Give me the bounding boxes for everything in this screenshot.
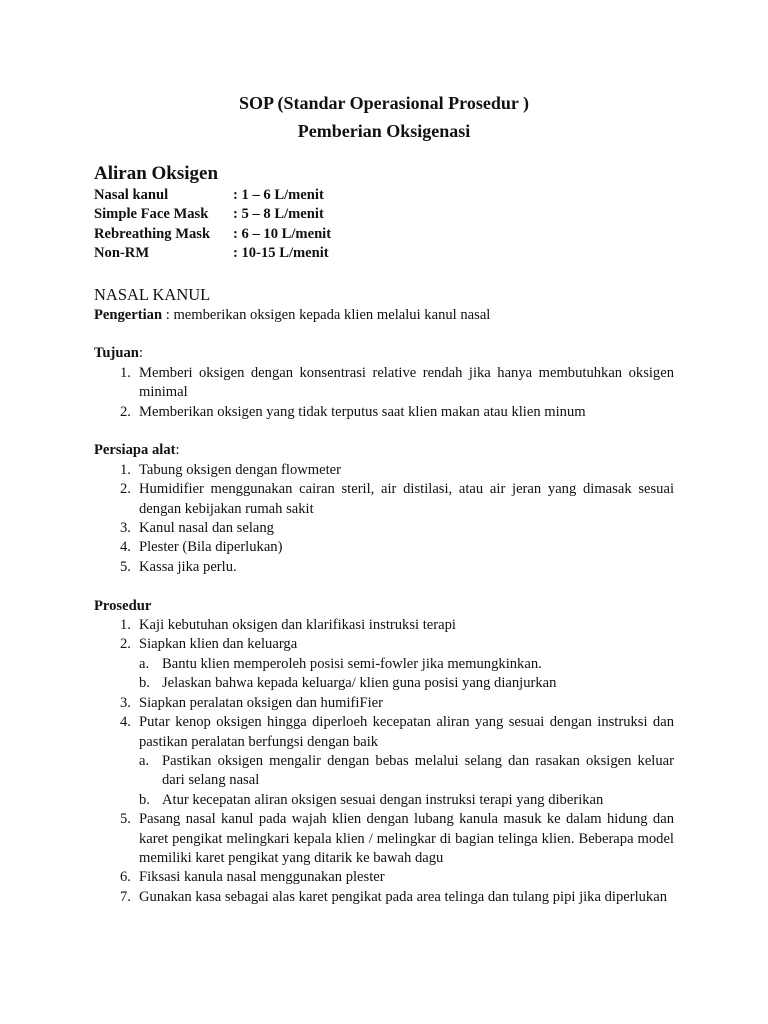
flow-label: Non-RM <box>94 245 150 262</box>
list-item <box>94 868 674 887</box>
list-text: Atur kecepatan aliran oksigen sesuai dengan instruksi terapi yang diberikan <box>162 791 604 808</box>
list-text: Kaji kebutuhan oksigen dan klarifikasi instruksi terapi <box>139 617 456 634</box>
sub-list-item <box>94 752 674 791</box>
flow-value: : 5 – 8 L/menit <box>233 206 324 223</box>
list-number: b. <box>139 791 150 808</box>
sub-list-item <box>94 791 674 810</box>
list-item <box>94 480 674 519</box>
list-text: Memberi oksigen dengan konsentrasi relative rendah jika hanya membutuhkan oksigen minimal <box>139 364 674 401</box>
list-text: Jelaskan bahwa kepada keluarga/ klien guna posisi yang dianjurkan <box>162 675 557 692</box>
list-number: b. <box>139 675 150 692</box>
list-item <box>94 558 674 577</box>
list-number: 1. <box>120 364 131 381</box>
list-text: Tabung oksigen dengan flowmeter <box>139 461 342 478</box>
list-item <box>94 616 674 635</box>
list-text: Memberikan oksigen yang tidak terputus saat klien makan atau klien minum <box>139 403 586 420</box>
prosedur-list <box>94 616 674 907</box>
list-number: 6. <box>120 869 131 886</box>
list-number: 2. <box>120 403 131 420</box>
prosedur-heading: Prosedur <box>94 597 152 614</box>
flow-label: Simple Face Mask <box>94 206 209 223</box>
list-text: Pastikan oksigen mengalir dengan bebas melalui selang dan rasakan oksigen keluar dari selang nasal <box>162 752 674 789</box>
list-text: Pasang nasal kanul pada wajah klien dengan lubang kanula masuk ke dalam hidung dan karet pengikat melingkari kepala klien / melingkar di bagian telinga klien. Beberapa model memiliki karet pengikat yang ditarik ke bawah dagu <box>139 811 674 866</box>
list-item <box>94 519 674 538</box>
alat-heading <box>94 441 674 460</box>
tujuan-colon: : <box>138 345 143 362</box>
pengertian-text: : memberikan oksigen kepada klien melalui kanul nasal <box>162 306 491 323</box>
list-number: a. <box>139 752 150 769</box>
list-number: a. <box>139 655 150 672</box>
list-number: 5. <box>120 811 131 828</box>
aliran-heading: Aliran Oksigen <box>94 163 219 184</box>
list-number: 1. <box>120 461 131 478</box>
list-item <box>94 364 674 403</box>
document-subtitle: Pemberian Oksigenasi <box>297 121 471 141</box>
document-title-block <box>94 89 674 145</box>
sub-list-item <box>94 674 674 693</box>
list-item <box>94 538 674 557</box>
flow-row <box>94 225 674 244</box>
list-item <box>94 694 674 713</box>
list-item <box>94 403 674 422</box>
list-item <box>94 461 674 480</box>
list-text: Fiksasi kanula nasal menggunakan plester <box>139 869 385 886</box>
list-number: 2. <box>120 636 131 653</box>
aliran-section <box>94 162 674 264</box>
tujuan-label: Tujuan <box>94 345 139 362</box>
list-number: 1. <box>120 617 131 634</box>
list-text: Kanul nasal dan selang <box>139 520 274 537</box>
flow-value: : 6 – 10 L/menit <box>233 225 332 242</box>
flow-row <box>94 186 674 205</box>
pengertian-label: Pengertian <box>94 306 163 323</box>
nasal-heading: NASAL KANUL <box>94 284 211 304</box>
list-number: 5. <box>120 558 131 575</box>
tujuan-list <box>94 364 674 422</box>
list-text: Humidifier menggunakan cairan steril, air distilasi, atau air jeran yang dimasak sesuai dengan kebijakan rumah sakit <box>139 481 674 517</box>
list-number: 4. <box>120 539 131 556</box>
alat-label: Persiapa alat <box>94 442 176 459</box>
list-item <box>94 888 674 907</box>
tujuan-heading <box>94 344 674 363</box>
list-text: Siapkan klien dan keluarga <box>139 636 298 653</box>
flow-value: : 10-15 L/menit <box>233 245 329 262</box>
list-text: Plester (Bila diperlukan) <box>139 539 283 556</box>
alat-colon: : <box>175 442 180 459</box>
flow-label: Rebreathing Mask <box>94 225 211 242</box>
list-text: Kassa jika perlu. <box>139 558 237 575</box>
list-number: 3. <box>120 520 131 537</box>
list-number: 7. <box>120 888 131 905</box>
list-text: Putar kenop oksigen hingga diperloeh kecepatan aliran yang sesuai dengan instruksi dan pastikan peralatan berfungsi dengan baik <box>139 714 674 750</box>
document-title: SOP (Standar Operasional Prosedur ) <box>238 93 530 113</box>
list-text: Bantu klien memperoleh posisi semi-fowler jika memungkinkan. <box>162 655 542 672</box>
list-item <box>94 713 674 752</box>
pengertian-paragraph <box>94 306 674 325</box>
flow-table <box>94 186 674 264</box>
flow-label: Nasal kanul <box>94 187 169 203</box>
list-item <box>94 635 674 654</box>
nasal-section <box>94 284 674 908</box>
list-text: Gunakan kasa sebagai alas karet pengikat pada area telinga dan tulang pipi jika diperlukan <box>139 888 668 905</box>
sub-list-item <box>94 655 674 674</box>
list-text: Siapkan peralatan oksigen dan humifiFier <box>139 694 383 711</box>
alat-list <box>94 461 674 577</box>
flow-value: : 1 – 6 L/menit <box>233 187 324 203</box>
list-number: 3. <box>120 694 131 711</box>
list-item <box>94 810 674 868</box>
list-number: 4. <box>120 714 131 731</box>
list-number: 2. <box>120 481 131 498</box>
flow-row <box>94 205 674 224</box>
flow-row <box>94 244 674 263</box>
